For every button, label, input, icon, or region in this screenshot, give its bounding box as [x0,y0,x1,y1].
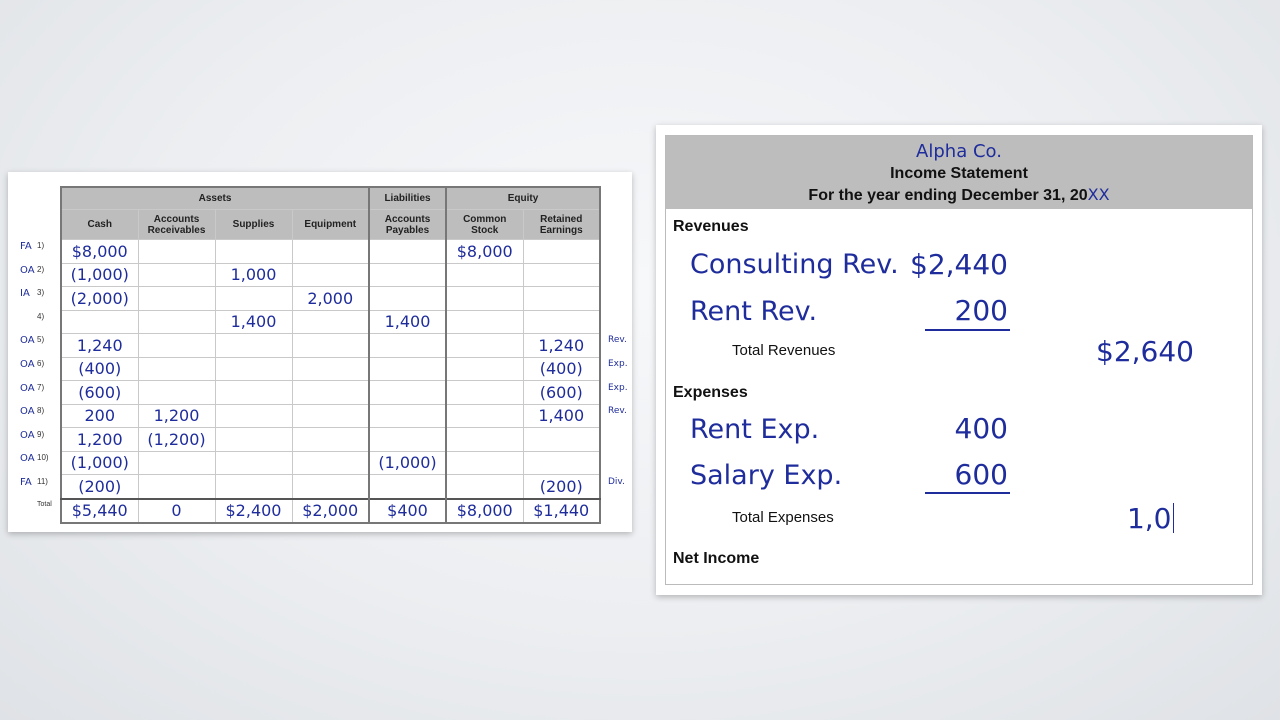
table-cell [138,334,215,358]
writing-cursor [1173,503,1175,533]
table-cell [523,451,600,475]
table-cell: 1,200 [138,404,215,428]
table-row [61,499,600,524]
revenue-item-amount: $2,440 [910,248,1008,281]
table-cell [369,404,446,428]
table-cell [523,428,600,452]
table-cell [138,263,215,287]
table-cell: (1,000) [61,451,138,475]
total-expenses-amount [1066,502,1174,535]
activity-prefix: OA [20,335,35,347]
activity-prefix: OA [20,264,35,276]
activity-prefix: OA [20,429,35,441]
table-cell [292,310,369,334]
row-label [8,330,60,354]
table-row [61,240,600,264]
activity-prefix: IA [20,288,30,300]
table-cell: $2,400 [215,499,292,524]
company-name: Alpha Co. [916,141,1002,162]
table-cell: $8,000 [446,499,523,524]
table-cell [138,287,215,311]
row-note: Rev. [608,406,627,417]
table-cell [446,287,523,311]
row-number: 9) [37,429,45,439]
row-note: Div. [608,476,625,487]
table-cell: 0 [138,499,215,524]
table-row [61,310,600,334]
table-cell: 200 [61,404,138,428]
table-cell: (200) [61,475,138,499]
table-row [61,475,600,499]
table-cell [138,381,215,405]
row-note [608,260,632,284]
table-cell [215,334,292,358]
row-label [8,401,60,425]
table-cell: (400) [61,357,138,381]
row-note [608,307,632,331]
table-row [61,334,600,358]
statement-header [666,136,1252,209]
revenue-item-label: Consulting Rev. [690,249,899,280]
table-cell [369,334,446,358]
group-header-assets: Assets [61,187,369,210]
total-expenses-value: 1,0 [1126,502,1172,535]
table-cell: (1,200) [138,428,215,452]
row-note: Exp. [608,358,628,369]
table-cell [369,240,446,264]
table-cell: 1,240 [61,334,138,358]
worksheet-table [60,186,601,524]
column-header: Equipment [292,210,369,240]
table-cell [369,263,446,287]
group-header-liabilities: Liabilities [369,187,446,210]
statement-title: Income Statement [890,165,1028,182]
table-cell [215,287,292,311]
table-cell [215,240,292,264]
total-expenses-label: Total Expenses [732,509,834,526]
expense-item-amount: 600 [954,458,1008,491]
revenues-header: Revenues [673,218,749,235]
column-header: Accounts Receivables [138,210,215,240]
row-number: 2) [37,264,45,274]
table-cell [446,404,523,428]
row-label [8,283,60,307]
activity-prefix: OA [20,382,35,394]
table-cell: 1,400 [215,310,292,334]
income-statement [656,125,1262,595]
table-cell [292,451,369,475]
table-cell [446,428,523,452]
activity-prefix: FA [20,241,32,252]
table-cell [292,240,369,264]
table-row [61,263,600,287]
row-number: 11) [37,476,48,486]
table-cell [215,428,292,452]
table-cell [446,263,523,287]
table-cell [292,357,369,381]
activity-prefix: OA [20,406,35,418]
column-header: Common Stock [446,210,523,240]
table-cell [215,381,292,405]
table-cell: 1,200 [61,428,138,452]
table-cell [292,428,369,452]
table-cell [446,475,523,499]
net-income-label: Net Income [673,550,760,567]
row-number: 1) [37,241,45,250]
table-cell: $8,000 [446,240,523,264]
row-note [608,448,632,472]
table-cell [61,310,138,334]
row-number: 8) [37,406,45,416]
table-cell [215,475,292,499]
table-cell [446,451,523,475]
table-cell [523,240,600,264]
row-label [8,496,60,520]
subtotal-underline [925,329,1010,331]
statement-period [666,185,1252,205]
table-row [61,428,600,452]
table-cell [523,310,600,334]
table-cell [138,357,215,381]
row-number: 6) [37,358,45,368]
accounting-equation-worksheet [8,172,632,532]
table-row [61,381,600,405]
table-cell: 1,400 [369,310,446,334]
table-cell: $1,440 [523,499,600,524]
expense-item-label: Rent Exp. [690,414,820,445]
column-header: Retained Earnings [523,210,600,240]
table-cell [369,381,446,405]
table-cell [369,428,446,452]
table-cell: (1,000) [369,451,446,475]
table-cell [138,240,215,264]
row-label [8,354,60,378]
row-labels [8,236,60,519]
row-label [8,448,60,472]
table-cell [292,334,369,358]
expense-item-amount: 400 [954,412,1008,445]
table-cell [292,381,369,405]
table-cell [292,475,369,499]
table-cell: (600) [61,381,138,405]
table-cell [446,381,523,405]
table-row [61,404,600,428]
table-cell: $2,000 [292,499,369,524]
table-cell [446,357,523,381]
column-header: Cash [61,210,138,240]
column-header: Supplies [215,210,292,240]
table-cell [215,357,292,381]
revenue-item-amount: 200 [954,294,1008,327]
table-row [61,451,600,475]
table-cell [215,451,292,475]
subtotal-underline [925,492,1010,494]
table-row [61,287,600,311]
row-label [8,472,60,496]
total-revenues-label: Total Revenues [732,342,836,359]
table-cell: 2,000 [292,287,369,311]
row-note [608,236,632,260]
period-text: For the year ending December 31, 20 [808,187,1088,204]
row-number: Total [37,500,52,508]
row-number: 10) [37,453,49,463]
table-cell: 1,000 [215,263,292,287]
table-cell [215,404,292,428]
row-note [608,283,632,307]
table-cell [523,263,600,287]
row-note: Exp. [608,382,628,393]
table-cell [446,334,523,358]
table-cell: (200) [523,475,600,499]
table-cell: $5,440 [61,499,138,524]
expense-item-label: Salary Exp. [690,460,843,491]
table-cell: $400 [369,499,446,524]
row-note: Rev. [608,335,627,346]
activity-prefix: OA [20,453,35,465]
table-cell: (400) [523,357,600,381]
table-row [61,357,600,381]
group-header-equity: Equity [446,187,600,210]
expenses-header: Expenses [673,384,748,401]
table-cell: 1,240 [523,334,600,358]
table-cell: 1,400 [523,404,600,428]
table-cell [138,451,215,475]
row-label [8,378,60,402]
table-cell: (2,000) [61,287,138,311]
table-cell [369,357,446,381]
table-cell [369,475,446,499]
table-cell [523,287,600,311]
table-cell: (1,000) [61,263,138,287]
row-note [608,496,632,520]
total-revenues-amount: $2,640 [1096,335,1194,368]
period-year-suffix: XX [1087,185,1110,204]
row-label [8,236,60,260]
row-number: 3) [37,288,45,298]
row-label [8,307,60,331]
table-cell: $8,000 [61,240,138,264]
row-number: 4) [37,311,45,321]
table-cell: (600) [523,381,600,405]
revenue-item-label: Rent Rev. [690,296,818,327]
row-number: 7) [37,382,45,392]
activity-prefix: FA [20,476,32,488]
row-note [608,425,632,449]
activity-prefix: OA [20,358,35,370]
table-cell [369,287,446,311]
row-notes [608,236,632,519]
table-cell [138,475,215,499]
table-cell [292,263,369,287]
row-label [8,425,60,449]
row-label [8,260,60,284]
table-cell [446,310,523,334]
table-cell [292,404,369,428]
table-cell [138,310,215,334]
column-header: Accounts Payables [369,210,446,240]
row-number: 5) [37,335,45,345]
